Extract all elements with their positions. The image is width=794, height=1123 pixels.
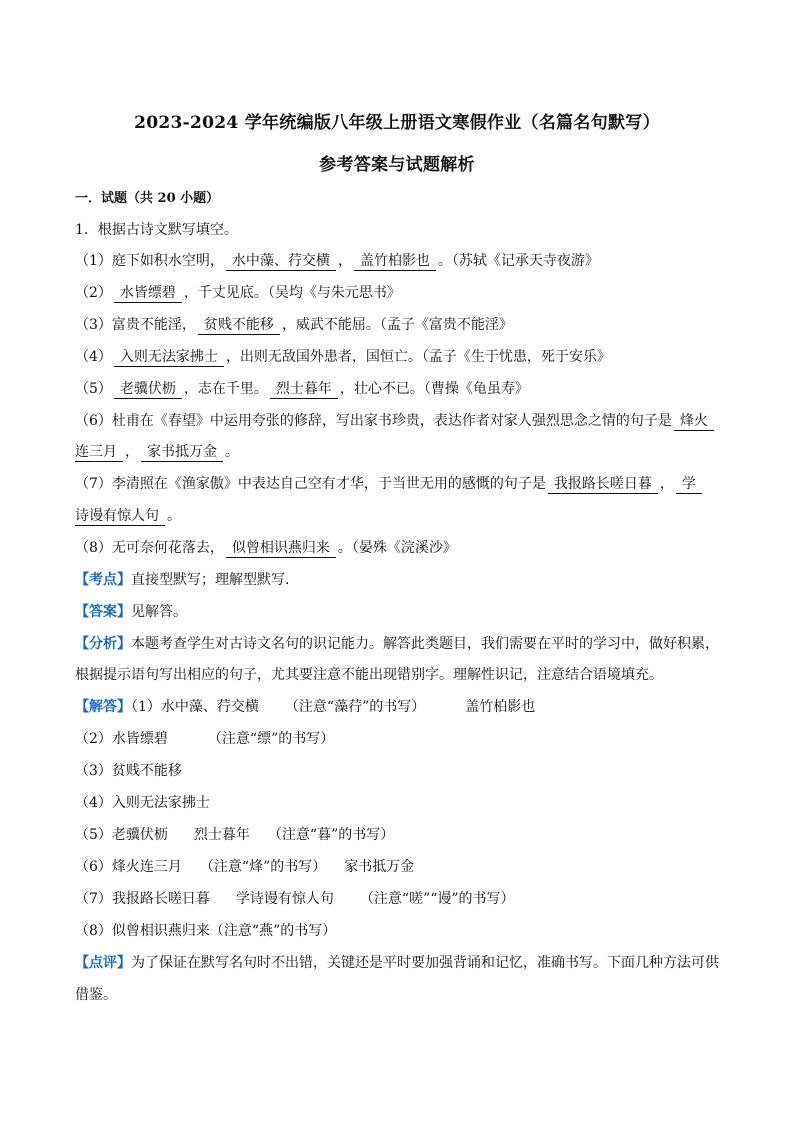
document-title: 2023-2024 学年统编版八年级上册语文寒假作业（名篇名句默写） bbox=[134, 113, 660, 133]
item-text: （4） bbox=[75, 349, 112, 365]
fenxi-text: 本题考查学生对古诗文名句的识记能力。解答此类题目，我们需要在平时的学习中，做好积累， bbox=[131, 636, 719, 652]
jieda-tag: 【解答】 bbox=[75, 699, 131, 715]
question-prompt: 1．根据古诗文默写填空。 bbox=[75, 222, 238, 238]
question-item-6-line1 bbox=[75, 411, 716, 431]
dianping-text: 为了保证在默写名句时不出错，关键还是平时要加强背诵和记忆，准确书写。下面几种方法可供 bbox=[131, 955, 719, 971]
kaodian-row bbox=[75, 570, 299, 590]
item-text: （6）杜甫在《春望》中运用夸张的修辞，写出家书珍贵，表达作者对家人强烈思念之情的句子是 bbox=[75, 413, 672, 429]
item-text: （8）无可奈何花落去， bbox=[75, 540, 224, 556]
fenxi-row bbox=[75, 634, 719, 654]
item-text: （2） bbox=[75, 285, 112, 301]
fenxi-line2: 根据提示语句写出相应的句子，尤其要注意不能出现错别字。理解性识记，注意结合语境填充。 bbox=[75, 667, 663, 683]
jieda-row-4: （4）入则无法家拂士 bbox=[75, 795, 210, 811]
item-text: ，千丈见底。（吴均《与朱元思书》 bbox=[183, 285, 401, 301]
answer-blank: 水中藻、荇交横 bbox=[226, 252, 336, 271]
item-text: ， bbox=[337, 253, 352, 269]
answer-blank: 诗谩有惊人句 bbox=[75, 507, 165, 526]
answer-blank: 家书抵万金 bbox=[141, 443, 223, 462]
item-text: ， bbox=[659, 476, 674, 492]
answer-blank: 盖竹柏影也 bbox=[354, 252, 436, 271]
item-text: （3）富贵不能淫， bbox=[75, 317, 196, 333]
jieda-note: （注意“藻荇”的书写） bbox=[284, 699, 426, 715]
answer-blank: 我报路长嗟日暮 bbox=[548, 475, 658, 494]
item-text: 。 bbox=[167, 508, 181, 524]
document-subtitle: 参考答案与试题解析 bbox=[319, 155, 475, 175]
question-item-7-line1 bbox=[75, 474, 704, 494]
item-text: ，威武不能屈。（孟子《富贵不能淫》 bbox=[281, 317, 513, 333]
jieda-row-6 bbox=[75, 857, 414, 877]
jieda-row-5 bbox=[75, 825, 394, 845]
item-text: ， bbox=[125, 444, 139, 460]
item-text: ，出则无敌国外患者，国恒亡。（孟子《生于忧患，死于安乐》 bbox=[225, 349, 611, 365]
jieda-text: 学诗谩有惊人句 bbox=[235, 891, 334, 907]
jieda-row-2 bbox=[75, 729, 334, 749]
jieda-text: 家书抵万金 bbox=[344, 859, 415, 875]
dianping-tag: 【点评】 bbox=[75, 955, 131, 971]
kaodian-text: 直接型默写；理解型默写． bbox=[131, 572, 299, 588]
item-text: ，壮心不已。（曹操《龟虽寿》 bbox=[339, 381, 529, 397]
jieda-text: 烈士暮年 bbox=[193, 827, 250, 843]
jieda-row-1 bbox=[75, 697, 535, 717]
question-item-8 bbox=[75, 538, 457, 558]
question-item-7-line2 bbox=[75, 506, 181, 526]
daan-text: 见解答。 bbox=[131, 604, 187, 620]
answer-blank: 贫贱不能移 bbox=[198, 316, 280, 335]
answer-blank: 老骥伏枥 bbox=[114, 380, 182, 399]
question-item-1 bbox=[75, 251, 599, 271]
item-text: （5） bbox=[75, 381, 112, 397]
jieda-row-7 bbox=[75, 889, 515, 909]
daan-row bbox=[75, 602, 187, 622]
jieda-text: （5）老骥伏枥 bbox=[75, 827, 168, 843]
jieda-row-8: （8）似曾相识燕归来（注意“燕”的书写） bbox=[75, 923, 337, 939]
item-text: （1）庭下如积水空明， bbox=[75, 253, 224, 269]
jieda-text: （6）烽火连三月 bbox=[75, 859, 182, 875]
daan-tag: 【答案】 bbox=[75, 604, 131, 620]
section-heading: 一．试题（共 20 小题） bbox=[75, 191, 220, 206]
answer-blank: 入则无法家拂士 bbox=[114, 348, 224, 367]
item-text: 。 bbox=[225, 444, 239, 460]
jieda-note: （注意“嗟”“谩”的书写） bbox=[359, 891, 515, 907]
question-item-3 bbox=[75, 315, 513, 335]
answer-blank: 烽火 bbox=[674, 412, 714, 431]
question-item-6-line2 bbox=[75, 442, 239, 462]
jieda-note: （注意“缥”的书写） bbox=[207, 731, 335, 747]
item-text: 。（苏轼《记承天寺夜游》 bbox=[437, 253, 599, 269]
answer-blank: 水皆缥碧 bbox=[114, 284, 182, 303]
answer-blank: 似曾相识燕归来 bbox=[226, 539, 336, 558]
fenxi-tag: 【分析】 bbox=[75, 636, 131, 652]
jieda-text: （2）水皆缥碧 bbox=[75, 731, 168, 747]
answer-blank: 连三月 bbox=[75, 443, 123, 462]
jieda-row-3: （3）贫贱不能移 bbox=[75, 763, 182, 779]
question-item-5 bbox=[75, 379, 529, 399]
jieda-text: （7）我报路长嗟日暮 bbox=[75, 891, 210, 907]
jieda-text: 盖竹柏影也 bbox=[465, 699, 536, 715]
jieda-text: （1）水中藻、荇交横 bbox=[131, 699, 259, 715]
question-item-2 bbox=[75, 283, 401, 303]
kaodian-tag: 【考点】 bbox=[75, 572, 131, 588]
jieda-note: （注意“烽”的书写） bbox=[199, 859, 327, 875]
dianping-line2: 借鉴。 bbox=[75, 987, 117, 1003]
item-text: 。（晏殊《浣溪沙》 bbox=[337, 540, 457, 556]
answer-blank: 学 bbox=[676, 475, 702, 494]
answer-blank: 烈士暮年 bbox=[270, 380, 338, 399]
dianping-row bbox=[75, 953, 719, 973]
item-text: ，志在千里。 bbox=[183, 381, 268, 397]
item-text: （7）李清照在《渔家傲》中表达自己空有才华，于当世无用的感慨的句子是 bbox=[75, 476, 546, 492]
jieda-note: （注意“暮”的书写） bbox=[267, 827, 395, 843]
question-item-4 bbox=[75, 347, 611, 367]
